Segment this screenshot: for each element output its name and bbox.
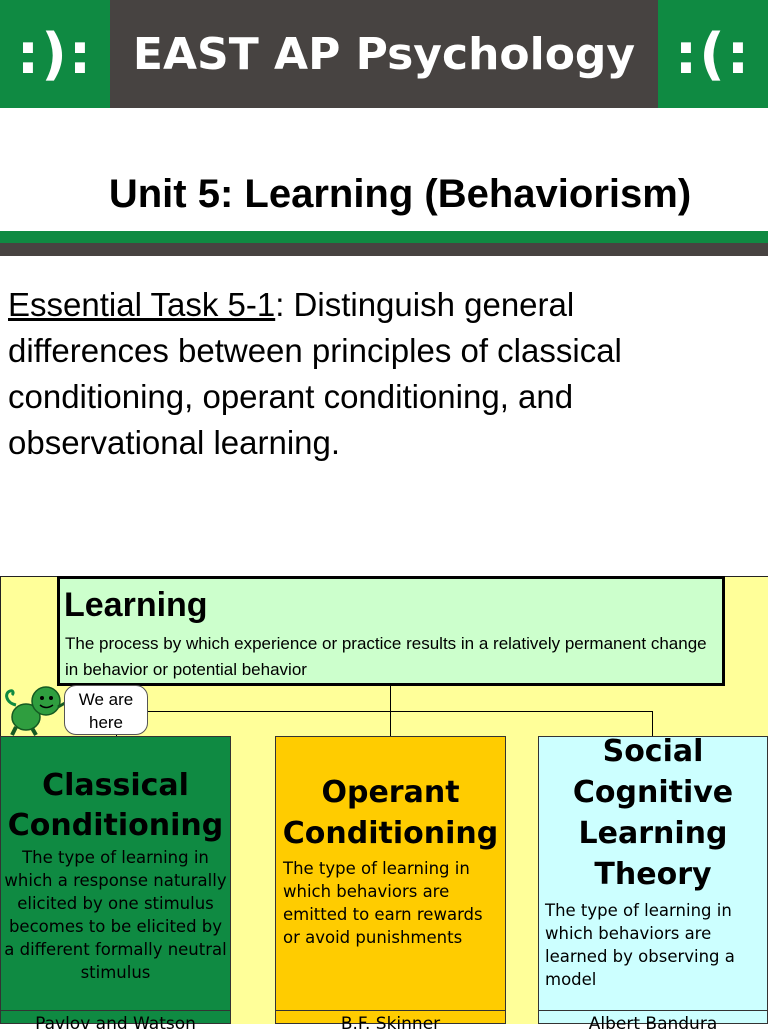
operant-conditioning-title: Operant Conditioning: [282, 775, 499, 851]
social-cognitive-theorist: Albert Bandura: [588, 1014, 718, 1034]
operant-conditioning-definition: The type of learning in which behaviors are emitted to earn rewards or avoid punishments: [283, 859, 483, 947]
social-cognitive-title: Social Cognitive Learning Theory: [572, 734, 734, 892]
operant-conditioning-theorist: B.F. Skinner: [340, 1014, 441, 1034]
classical-conditioning-definition: The type of learning in which a response naturally elicited by one stimulus becomes to be elicited by a different formally neutral stimulus: [4, 848, 227, 982]
classical-conditioning-title: Classical Conditioning: [7, 768, 224, 843]
header-title: EAST AP Psychology: [110, 0, 658, 108]
essential-task: [8, 282, 708, 466]
header-right-emoticon: :(:: [658, 0, 768, 108]
learning-root-definition: The process by which experience or practice results in a relatively permanent change in behavior or potential behavior: [65, 634, 707, 679]
connector-branch: [116, 711, 653, 712]
divider-green: [0, 231, 768, 243]
we-are-here-callout: We are here: [64, 685, 148, 735]
header-left-emoticon: :):: [0, 0, 110, 108]
green-mascot-icon: [2, 683, 66, 737]
unit-title: Unit 5: Learning (Behaviorism): [108, 172, 692, 216]
classical-divider: [0, 1010, 231, 1011]
divider-gray: [0, 243, 768, 256]
operant-divider: [275, 1010, 506, 1011]
learning-root-title: Learning: [64, 586, 208, 624]
essential-task-text: : Distinguish general differences between principles of classical conditioning, operant conditioning, and observational learning.: [8, 286, 622, 461]
classical-conditioning-theorists: Pavlov and Watson: [35, 1014, 196, 1034]
social-cognitive-definition: The type of learning in which behaviors are learned by observing a model: [545, 901, 735, 989]
social-divider: [538, 1010, 768, 1011]
essential-task-label: Essential Task 5-1: [8, 286, 276, 323]
